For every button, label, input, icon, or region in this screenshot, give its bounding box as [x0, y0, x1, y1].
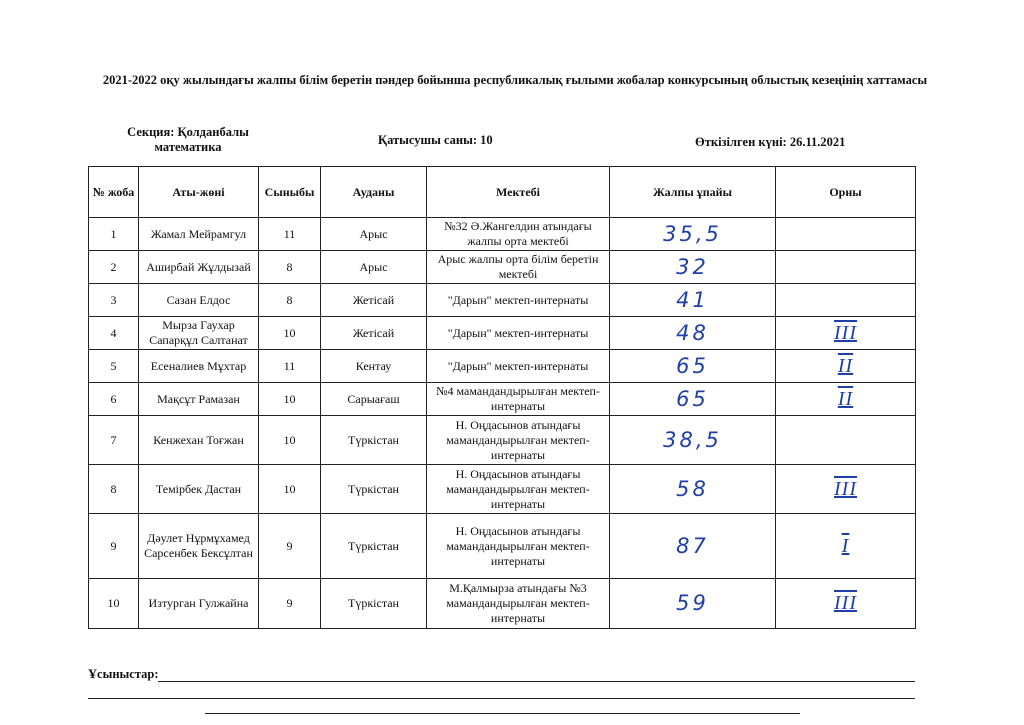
- col-header-district: Ауданы: [321, 167, 427, 218]
- table-row: [89, 383, 916, 416]
- cell-score: 32: [610, 251, 776, 284]
- date-label: Өткізілген күні: 26.11.2021: [695, 135, 846, 149]
- cell-no: 7: [89, 416, 139, 465]
- proposals-line-2: [88, 698, 915, 699]
- cell-place: II: [776, 383, 916, 416]
- table-row: [89, 579, 916, 629]
- cell-school: "Дарын" мектеп-интернаты: [427, 284, 610, 317]
- cell-district: Түркістан: [321, 416, 427, 465]
- table-row: [89, 317, 916, 350]
- cell-place: [776, 218, 916, 251]
- cell-school: Н. Оңдасынов атындағы мамандандырылған мектеп-интернаты: [427, 465, 610, 514]
- table-header-row: [89, 167, 916, 218]
- cell-no: 9: [89, 514, 139, 579]
- cell-no: 8: [89, 465, 139, 514]
- cell-no: 10: [89, 579, 139, 629]
- section-label: Секция: Қолданбалы математика: [127, 125, 249, 154]
- cell-district: Кентау: [321, 350, 427, 383]
- cell-grade: 9: [259, 514, 321, 579]
- table-row: [89, 251, 916, 284]
- table-row: [89, 284, 916, 317]
- cell-grade: 11: [259, 350, 321, 383]
- cell-place: [776, 284, 916, 317]
- cell-district: Жетісай: [321, 284, 427, 317]
- table-row: [89, 416, 916, 465]
- cell-score: 35,5: [610, 218, 776, 251]
- cell-name: Мақсұт Рамазан: [139, 383, 259, 416]
- cell-name: Жамал Мейрамгул: [139, 218, 259, 251]
- table-row: [89, 514, 916, 579]
- cell-name: Мырза Гаухар Сапарқұл Салтанат: [139, 317, 259, 350]
- cell-school: Арыс жалпы орта білім беретін мектебі: [427, 251, 610, 284]
- cell-school: №4 мамандандырылған мектеп-интернаты: [427, 383, 610, 416]
- cell-school: М.Қалмырза атындағы №3 мамандандырылған мектеп-интернаты: [427, 579, 610, 629]
- cell-school: "Дарын" мектеп-интернаты: [427, 350, 610, 383]
- cell-score: 65: [610, 350, 776, 383]
- cell-no: 1: [89, 218, 139, 251]
- cell-place: III: [776, 317, 916, 350]
- cell-name: Изтурган Гулжайна: [139, 579, 259, 629]
- cell-school: Н. Оңдасынов атындағы мамандандырылған мектеп-интернаты: [427, 514, 610, 579]
- cell-grade: 10: [259, 383, 321, 416]
- table-row: [89, 350, 916, 383]
- cell-name: Сазан Елдос: [139, 284, 259, 317]
- cell-grade: 10: [259, 465, 321, 514]
- cell-grade: 8: [259, 251, 321, 284]
- cell-no: 2: [89, 251, 139, 284]
- col-header-school: Мектебі: [427, 167, 610, 218]
- col-header-name: Аты-жөні: [139, 167, 259, 218]
- proposals-label: Ұсыныстар:: [88, 667, 159, 681]
- cell-place: [776, 251, 916, 284]
- cell-name: Дәулет Нұрмұхамед Сарсенбек Бексұлтан: [139, 514, 259, 579]
- cell-grade: 8: [259, 284, 321, 317]
- cell-no: 3: [89, 284, 139, 317]
- participants-count: Қатысушы саны: 10: [378, 133, 493, 147]
- cell-place: II: [776, 350, 916, 383]
- table-row: [89, 465, 916, 514]
- cell-district: Жетісай: [321, 317, 427, 350]
- cell-place: III: [776, 465, 916, 514]
- cell-place: III: [776, 579, 916, 629]
- cell-grade: 10: [259, 416, 321, 465]
- cell-name: Есеналиев Мұхтар: [139, 350, 259, 383]
- cell-score: 59: [610, 579, 776, 629]
- cell-name: Аширбай Жұлдызай: [139, 251, 259, 284]
- cell-score: 48: [610, 317, 776, 350]
- proposals-line-3: [205, 713, 800, 714]
- col-header-place: Орны: [776, 167, 916, 218]
- cell-no: 4: [89, 317, 139, 350]
- cell-score: 58: [610, 465, 776, 514]
- cell-school: "Дарын" мектеп-интернаты: [427, 317, 610, 350]
- cell-district: Түркістан: [321, 579, 427, 629]
- col-header-grade: Сыныбы: [259, 167, 321, 218]
- cell-no: 6: [89, 383, 139, 416]
- cell-grade: 9: [259, 579, 321, 629]
- cell-score: 41: [610, 284, 776, 317]
- proposals-line-1: [158, 681, 915, 682]
- cell-name: Кенжехан Тоғжан: [139, 416, 259, 465]
- col-header-no: № жоба: [89, 167, 139, 218]
- cell-no: 5: [89, 350, 139, 383]
- cell-district: Түркістан: [321, 514, 427, 579]
- cell-district: Түркістан: [321, 465, 427, 514]
- table-row: [89, 218, 916, 251]
- cell-school: №32 Ә.Жангелдин атындағы жалпы орта мектебі: [427, 218, 610, 251]
- results-table: [88, 166, 916, 629]
- document-title: 2021-2022 оқу жылындағы жалпы білім беретін пәндер бойынша республикалық ғылыми жобалар конкурсының облыстық кезеңінің хаттамасы: [102, 73, 928, 87]
- cell-district: Сарыағаш: [321, 383, 427, 416]
- cell-place: I: [776, 514, 916, 579]
- cell-grade: 11: [259, 218, 321, 251]
- cell-district: Арыс: [321, 251, 427, 284]
- cell-district: Арыс: [321, 218, 427, 251]
- cell-score: 65: [610, 383, 776, 416]
- cell-score: 87: [610, 514, 776, 579]
- cell-place: [776, 416, 916, 465]
- cell-name: Темірбек Дастан: [139, 465, 259, 514]
- cell-school: Н. Оңдасынов атындағы мамандандырылған мектеп-интернаты: [427, 416, 610, 465]
- cell-score: 38,5: [610, 416, 776, 465]
- cell-grade: 10: [259, 317, 321, 350]
- col-header-score: Жалпы ұпайы: [610, 167, 776, 218]
